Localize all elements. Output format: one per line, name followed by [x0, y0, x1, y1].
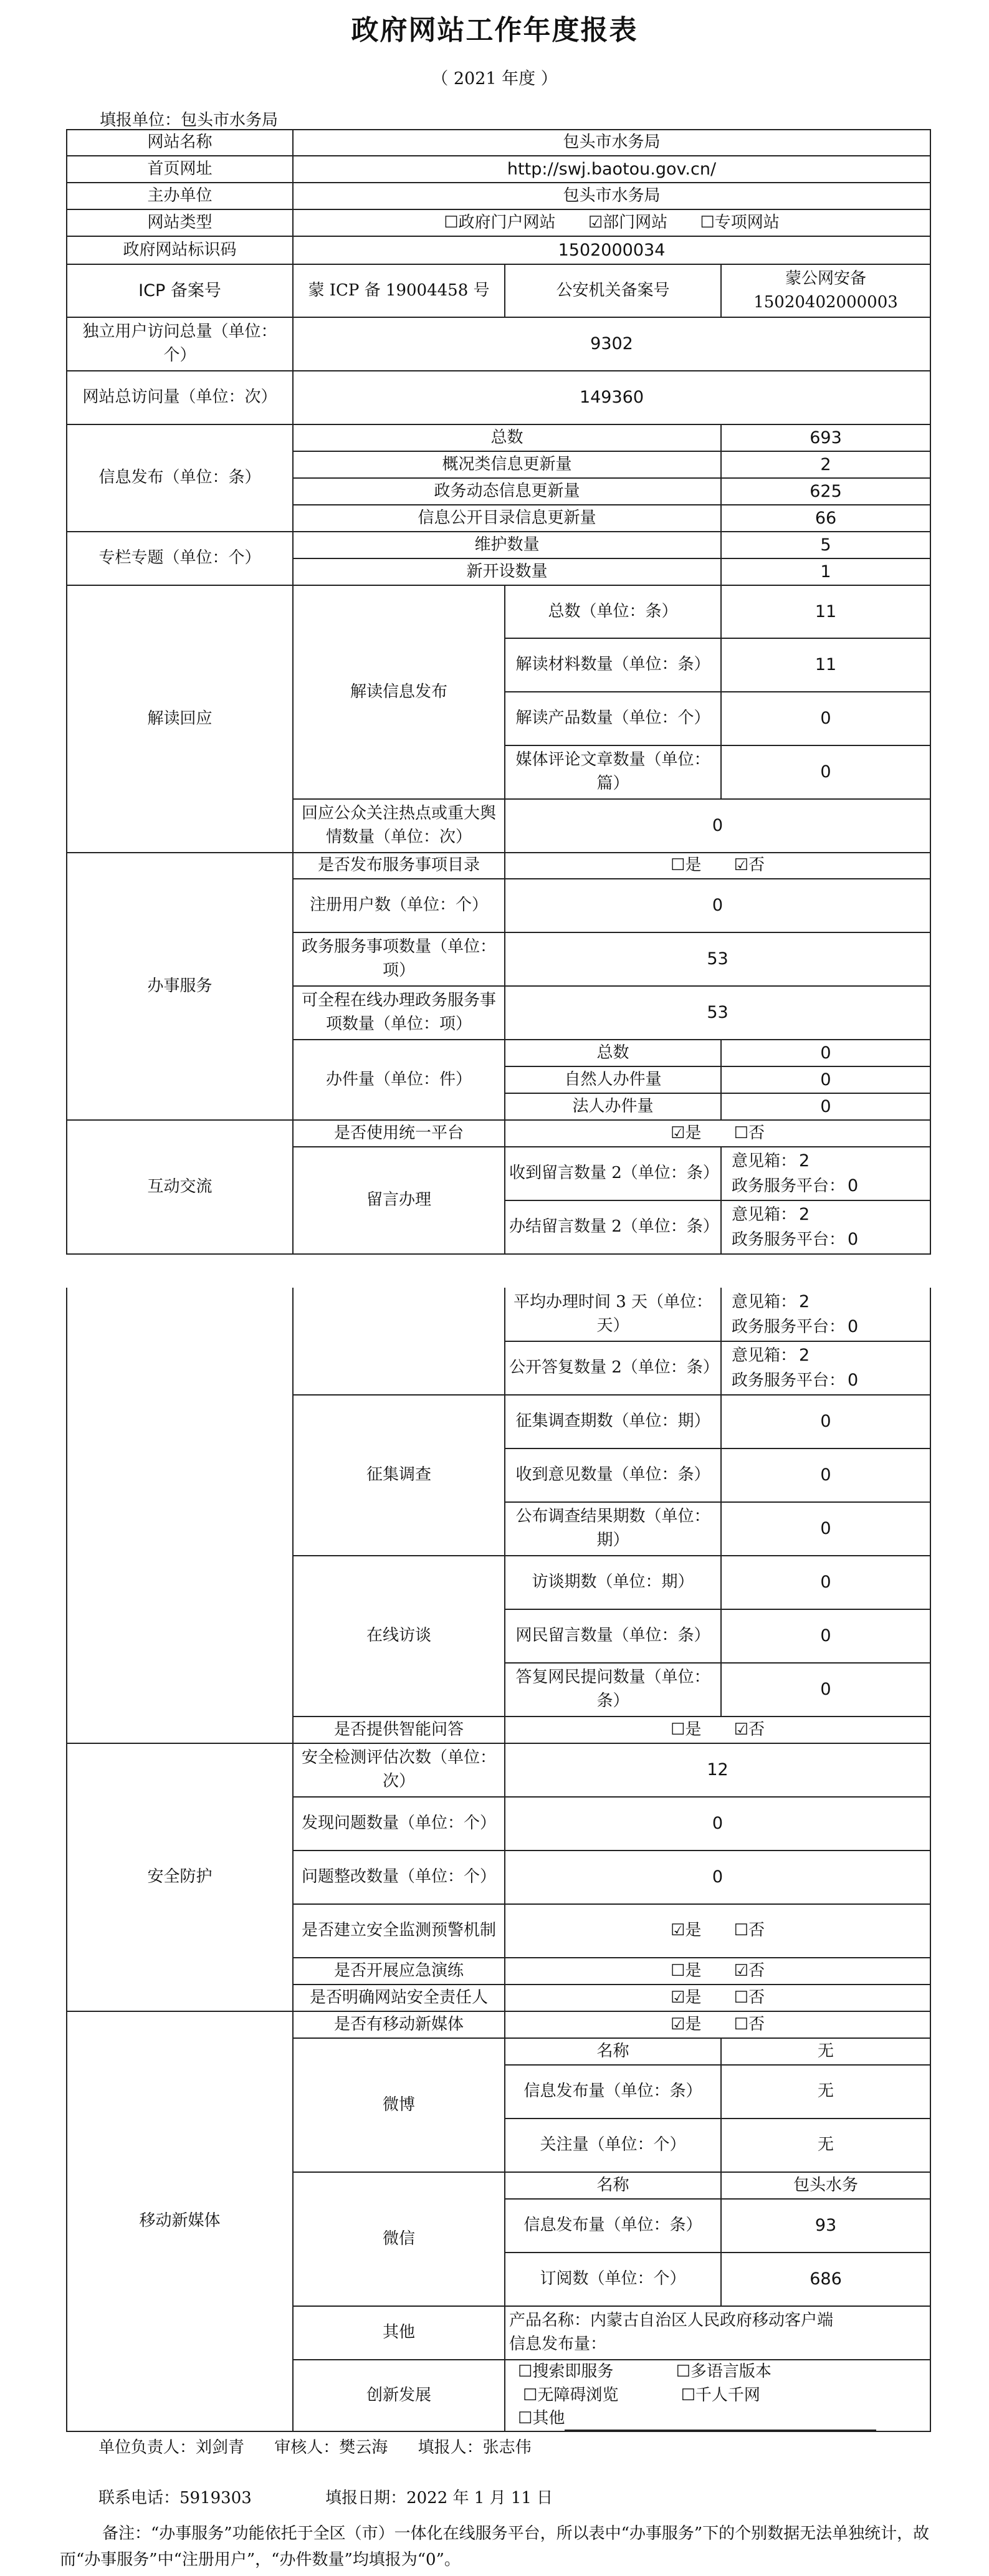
- service-label: 办事服务: [67, 853, 293, 1120]
- security-check-value: 12: [505, 1743, 930, 1797]
- checkbox-icon: ☐: [518, 2409, 533, 2428]
- wechat-publish-value: 93: [721, 2199, 930, 2253]
- mailbox-label: 意见箱：: [732, 1152, 797, 1171]
- checkbox-icon: ☐: [733, 1921, 748, 1940]
- received-mailbox: [725, 1149, 926, 1174]
- qa-no[interactable]: [734, 1718, 765, 1742]
- public-mailbox: [725, 1343, 926, 1368]
- mobile-has-options: [505, 2011, 930, 2038]
- checkbox-checked-icon: ☑: [588, 213, 603, 232]
- survey-opinion-label: 收到意见数量（单位：条）: [505, 1448, 721, 1502]
- security-fixed-value: 0: [505, 1851, 930, 1904]
- innovation-accessible[interactable]: [523, 2384, 618, 2408]
- platform-label: 政务服务平台：: [732, 1177, 846, 1195]
- interact-done-value: [721, 1200, 930, 1254]
- info-total-value: 693: [721, 424, 930, 451]
- wechat-read-value: 686: [721, 2253, 930, 2306]
- police-record-value: 蒙公网安备 15020402000003: [721, 264, 930, 317]
- platform-label: 政务服务平台：: [732, 1230, 846, 1249]
- page-title: 政府网站工作年度报表: [351, 14, 638, 46]
- innovation-personal[interactable]: [681, 2384, 760, 2408]
- filing-unit: 填报单位：包头市水务局: [100, 111, 279, 130]
- checkbox-checked-icon: ☑: [671, 1921, 686, 1940]
- report-year: （ 2021 年度 ）: [431, 69, 558, 89]
- done-platform: [725, 1227, 926, 1252]
- weibo-publish-label: 信息发布量（单位：条）: [505, 2065, 721, 2119]
- option-label: 专项网站: [714, 213, 780, 232]
- checkbox-icon: ☐: [681, 2385, 695, 2405]
- site-id-label: 政府网站标识码: [67, 236, 293, 264]
- option-label: 是: [685, 1961, 702, 1980]
- security-drill-options: [505, 1958, 930, 1985]
- mailbox-label: 意见箱：: [732, 1292, 797, 1311]
- sponsor-label: 主办单位: [67, 183, 293, 209]
- checkbox-icon: ☐: [523, 2385, 538, 2405]
- footer-contact: [98, 2485, 578, 2508]
- interview-reply-label: 答复网民提问数量（单位：条）: [505, 1663, 721, 1717]
- interact-continued: [67, 1288, 293, 1743]
- interview-count-label: 访谈期数（单位：期）: [505, 1556, 721, 1609]
- interact-label: 互动交流: [67, 1120, 293, 1254]
- footer-filler: 填报人：张志伟: [418, 2438, 532, 2457]
- innovation-other-blank[interactable]: [565, 2430, 876, 2431]
- checkbox-icon: ☐: [733, 1988, 748, 2007]
- service-cases-label: 办件量（单位：件）: [293, 1040, 505, 1120]
- wechat-name-label: 名称: [505, 2172, 721, 2199]
- mailbox-label: 意见箱：: [732, 1346, 797, 1366]
- public-platform: [725, 1368, 926, 1393]
- option-label: 部门网站: [603, 213, 668, 232]
- interpret-respond-value: 0: [505, 799, 930, 853]
- interact-public-label: 公开答复数量 2（单位：条）: [505, 1341, 721, 1395]
- mailbox-value: 2: [799, 1205, 810, 1225]
- footer-signatures: [98, 2435, 557, 2458]
- option-label: 其他: [532, 2409, 565, 2428]
- interact-avg-value: [721, 1288, 930, 1341]
- security-check-label: 安全检测评估次数（单位：次）: [293, 1743, 505, 1797]
- option-label: 是: [685, 1123, 702, 1142]
- security-label: 安全防护: [67, 1743, 293, 2011]
- service-items-label: 政务服务事项数量（单位：项）: [293, 932, 505, 986]
- checkbox-icon: ☐: [733, 2014, 748, 2034]
- innovation-search[interactable]: [518, 2360, 613, 2384]
- wechat-name-value: 包头水务: [721, 2172, 930, 2199]
- option-label: 无障碍浏览: [537, 2385, 619, 2405]
- site-type-label: 网站类型: [67, 209, 293, 236]
- security-drill-label: 是否开展应急演练: [293, 1958, 505, 1985]
- interact-public-value: [721, 1341, 930, 1395]
- site-id-value: 1502000034: [293, 236, 930, 264]
- wechat-publish-label: 信息发布量（单位：条）: [505, 2199, 721, 2253]
- checkbox-icon: ☐: [671, 1720, 686, 1739]
- interact-done-label: 办结留言数量 2（单位：条）: [505, 1200, 721, 1254]
- footer-reviewer: 审核人：樊云海: [274, 2438, 388, 2457]
- info-catalog-value: 66: [721, 505, 930, 532]
- interview-label: 在线访谈: [293, 1556, 505, 1717]
- interact-message-label: 留言办理: [293, 1147, 505, 1254]
- mailbox-value: 2: [799, 1346, 810, 1366]
- innovation-other[interactable]: [518, 2407, 876, 2431]
- qa-yes[interactable]: [671, 1718, 701, 1742]
- site-type-portal[interactable]: [444, 211, 555, 235]
- drill-no[interactable]: [734, 1960, 765, 1983]
- service-catalog-label: 是否发布服务事项目录: [293, 853, 505, 879]
- mobile-has-yes[interactable]: [671, 2013, 701, 2037]
- police-record-label: 公安机关备案号: [505, 264, 721, 317]
- interact-received-label: 收到留言数量 2（单位：条）: [505, 1147, 721, 1200]
- weibo-name-label: 名称: [505, 2038, 721, 2065]
- interview-msg-value: 0: [721, 1609, 930, 1663]
- footer-head: 单位负责人：刘剑青: [98, 2438, 245, 2457]
- sponsor-value: 包头市水务局: [293, 183, 930, 209]
- icp-value: 蒙 ICP 备 19004458 号: [293, 264, 505, 317]
- platform-value: 0: [848, 1230, 859, 1249]
- platform-value: 0: [848, 1371, 859, 1390]
- option-label: 是: [685, 1988, 702, 2007]
- survey-opinion-value: 0: [721, 1448, 930, 1502]
- qa-options: [505, 1717, 930, 1743]
- service-catalog-no[interactable]: [734, 854, 765, 878]
- interpret-product-label: 解读产品数量（单位：个）: [505, 692, 721, 745]
- survey-result-label: 公布调查结果期数（单位：期）: [505, 1502, 721, 1556]
- service-cases-legal-label: 法人办件量: [505, 1093, 721, 1120]
- option-label: 否: [748, 1961, 765, 1980]
- icp-label: ICP 备案号: [67, 264, 293, 317]
- option-label: 否: [748, 1123, 765, 1142]
- interpret-label: 解读回应: [67, 585, 293, 853]
- weibo-follow-value: 无: [721, 2119, 930, 2172]
- info-publish-label: 信息发布（单位：条）: [67, 424, 293, 532]
- survey-count-value: 0: [721, 1395, 930, 1448]
- checkbox-icon: ☐: [671, 1961, 686, 1980]
- checkbox-checked-icon: ☑: [733, 1720, 748, 1739]
- checkbox-icon: ☐: [733, 1123, 748, 1142]
- security-owner-options: [505, 1985, 930, 2011]
- info-general-label: 概况类信息更新量: [293, 451, 721, 478]
- pv-value: 149360: [293, 371, 930, 424]
- pv-label: 网站总访问量（单位：次）: [67, 371, 293, 424]
- footer-note: 备注：“办事服务”功能依托于全区（市）一体化在线服务平台，所以表中“办事服务”下的个别数据无法单独统计，故而“办事服务”中“注册用户”，“办件数量”均填报为“0”。: [60, 2524, 930, 2569]
- mailbox-value: 2: [799, 1151, 810, 1171]
- home-url-label: 首页网址: [67, 156, 293, 183]
- interact-platform-label: 是否使用统一平台: [293, 1120, 505, 1147]
- wechat-read-label: 订阅数（单位：个）: [505, 2253, 721, 2306]
- info-dynamic-label: 政务动态信息更新量: [293, 478, 721, 505]
- interact-message-continued: [293, 1288, 505, 1395]
- service-online-value: 53: [505, 986, 930, 1040]
- mobile-other-product: 产品名称：内蒙古自治区人民政府移动客户端: [509, 2311, 834, 2330]
- service-items-value: 53: [505, 932, 930, 986]
- mobile-other-publish: 信息发布量：: [509, 2335, 607, 2353]
- option-label: 多语言版本: [690, 2362, 772, 2381]
- column-label: 专栏专题（单位：个）: [67, 532, 293, 585]
- site-type-special[interactable]: [700, 211, 779, 235]
- option-label: 千人千网: [695, 2385, 760, 2405]
- survey-result-value: 0: [721, 1502, 930, 1556]
- option-label: 是: [685, 1720, 702, 1739]
- option-label: 搜索即服务: [532, 2362, 614, 2381]
- platform-value: 0: [848, 1176, 859, 1195]
- service-cases-person-value: 0: [721, 1066, 930, 1093]
- option-label: 是: [685, 856, 702, 875]
- interact-platform-no[interactable]: [734, 1122, 765, 1146]
- report-table-part1: [66, 129, 931, 1255]
- interview-reply-value: 0: [721, 1663, 930, 1717]
- service-cases-legal-value: 0: [721, 1093, 930, 1120]
- uv-value: 9302: [293, 317, 930, 371]
- option-label: 是: [685, 1921, 702, 1940]
- interact-avg-label: 平均办理时间 3 天（单位：天）: [505, 1288, 721, 1341]
- option-label: 政府门户网站: [458, 213, 556, 232]
- column-maintain-label: 维护数量: [293, 532, 721, 558]
- mobile-label: 移动新媒体: [67, 2011, 293, 2431]
- interact-received-value: [721, 1147, 930, 1200]
- security-owner-label: 是否明确网站安全责任人: [293, 1985, 505, 2011]
- interpret-respond-label: 回应公众关注热点或重大舆情数量（单位：次）: [293, 799, 505, 853]
- owner-no[interactable]: [734, 1986, 765, 2010]
- mobile-other-label: 其他: [293, 2306, 505, 2360]
- checkbox-icon: ☐: [518, 2362, 533, 2381]
- interpret-total-label: 总数（单位：条）: [505, 585, 721, 638]
- interpret-material-value: 11: [721, 638, 930, 692]
- home-url-value: http://swj.baotou.gov.cn/: [293, 156, 930, 183]
- innovation-multilang[interactable]: [676, 2360, 772, 2384]
- service-users-value: 0: [505, 879, 930, 932]
- option-label: 否: [748, 856, 765, 875]
- checkbox-checked-icon: ☑: [671, 1123, 686, 1142]
- interpret-media-value: 0: [721, 745, 930, 799]
- checkbox-checked-icon: ☑: [671, 2014, 686, 2034]
- footer-date: 填报日期：2022 年 1 月 11 日: [325, 2489, 553, 2507]
- column-new-value: 1: [721, 558, 930, 585]
- interpret-total-value: 11: [721, 585, 930, 638]
- uv-label: 独立用户访问总量（单位：个）: [67, 317, 293, 371]
- platform-label: 政务服务平台：: [732, 1317, 846, 1336]
- monitor-no[interactable]: [734, 1919, 765, 1943]
- platform-value: 0: [848, 1316, 859, 1336]
- site-type-department[interactable]: [588, 211, 667, 235]
- owner-yes[interactable]: [671, 1986, 701, 2010]
- security-monitor-options: [505, 1904, 930, 1958]
- interview-msg-label: 网民留言数量（单位：条）: [505, 1609, 721, 1663]
- option-label: 否: [748, 1988, 765, 2007]
- interpret-product-value: 0: [721, 692, 930, 745]
- security-issues-value: 0: [505, 1797, 930, 1851]
- security-issues-label: 发现问题数量（单位：个）: [293, 1797, 505, 1851]
- service-cases-total-label: 总数: [505, 1040, 721, 1066]
- interview-count-value: 0: [721, 1556, 930, 1609]
- service-users-label: 注册用户数（单位：个）: [293, 879, 505, 932]
- innovation-label: 创新发展: [293, 2360, 505, 2431]
- service-cases-person-label: 自然人办件量: [505, 1066, 721, 1093]
- site-type-options: [293, 209, 930, 236]
- interact-platform-yes[interactable]: [671, 1122, 701, 1146]
- survey-label: 征集调查: [293, 1395, 505, 1556]
- report-table-part2: [66, 1288, 931, 2432]
- innovation-options: [505, 2360, 930, 2431]
- weibo-label: 微博: [293, 2038, 505, 2172]
- interpret-material-label: 解读材料数量（单位：条）: [505, 638, 721, 692]
- service-catalog-options: [505, 853, 930, 879]
- service-cases-total-value: 0: [721, 1040, 930, 1066]
- drill-yes[interactable]: [671, 1960, 701, 1983]
- done-mailbox: [725, 1202, 926, 1227]
- footer-phone: 联系电话：5919303: [98, 2489, 252, 2507]
- received-platform: [725, 1174, 926, 1199]
- qa-label: 是否提供智能问答: [293, 1717, 505, 1743]
- info-dynamic-value: 625: [721, 478, 930, 505]
- weibo-follow-label: 关注量（单位：个）: [505, 2119, 721, 2172]
- checkbox-icon: ☐: [671, 856, 686, 875]
- option-label: 否: [748, 1921, 765, 1940]
- checkbox-checked-icon: ☑: [671, 1988, 686, 2007]
- mailbox-label: 意见箱：: [732, 1205, 797, 1225]
- interpret-sub-label: 解读信息发布: [293, 585, 505, 799]
- info-total-label: 总数: [293, 424, 721, 451]
- survey-count-label: 征集调查期数（单位：期）: [505, 1395, 721, 1448]
- column-new-label: 新开设数量: [293, 558, 721, 585]
- security-fixed-label: 问题整改数量（单位：个）: [293, 1851, 505, 1904]
- platform-label: 政务服务平台：: [732, 1371, 846, 1390]
- info-general-value: 2: [721, 451, 930, 478]
- column-maintain-value: 5: [721, 532, 930, 558]
- avg-mailbox: [725, 1290, 926, 1314]
- mailbox-value: 2: [799, 1291, 810, 1311]
- mobile-has-label: 是否有移动新媒体: [293, 2011, 505, 2038]
- checkbox-checked-icon: ☑: [733, 1961, 748, 1980]
- interpret-media-label: 媒体评论文章数量（单位：篇）: [505, 745, 721, 799]
- weibo-name-value: 无: [721, 2038, 930, 2065]
- wechat-label: 微信: [293, 2172, 505, 2306]
- security-monitor-label: 是否建立安全监测预警机制: [293, 1904, 505, 1958]
- checkbox-icon: ☐: [676, 2362, 690, 2381]
- service-online-label: 可全程在线办理政务服务事项数量（单位：项）: [293, 986, 505, 1040]
- avg-platform: [725, 1314, 926, 1339]
- monitor-yes[interactable]: [671, 1919, 701, 1943]
- option-label: 否: [748, 1720, 765, 1739]
- mobile-has-no[interactable]: [734, 2013, 765, 2037]
- option-label: 是: [685, 2014, 702, 2034]
- checkbox-icon: ☐: [444, 213, 459, 232]
- mobile-other-value: [505, 2306, 930, 2360]
- interact-platform-options: [505, 1120, 930, 1147]
- option-label: 否: [748, 2014, 765, 2034]
- site-name-value: 包头市水务局: [293, 130, 930, 156]
- weibo-publish-value: 无: [721, 2065, 930, 2119]
- service-catalog-yes[interactable]: [671, 854, 701, 878]
- checkbox-checked-icon: ☑: [733, 856, 748, 875]
- site-name-label: 网站名称: [67, 130, 293, 156]
- checkbox-icon: ☐: [700, 213, 715, 232]
- info-catalog-label: 信息公开目录信息更新量: [293, 505, 721, 532]
